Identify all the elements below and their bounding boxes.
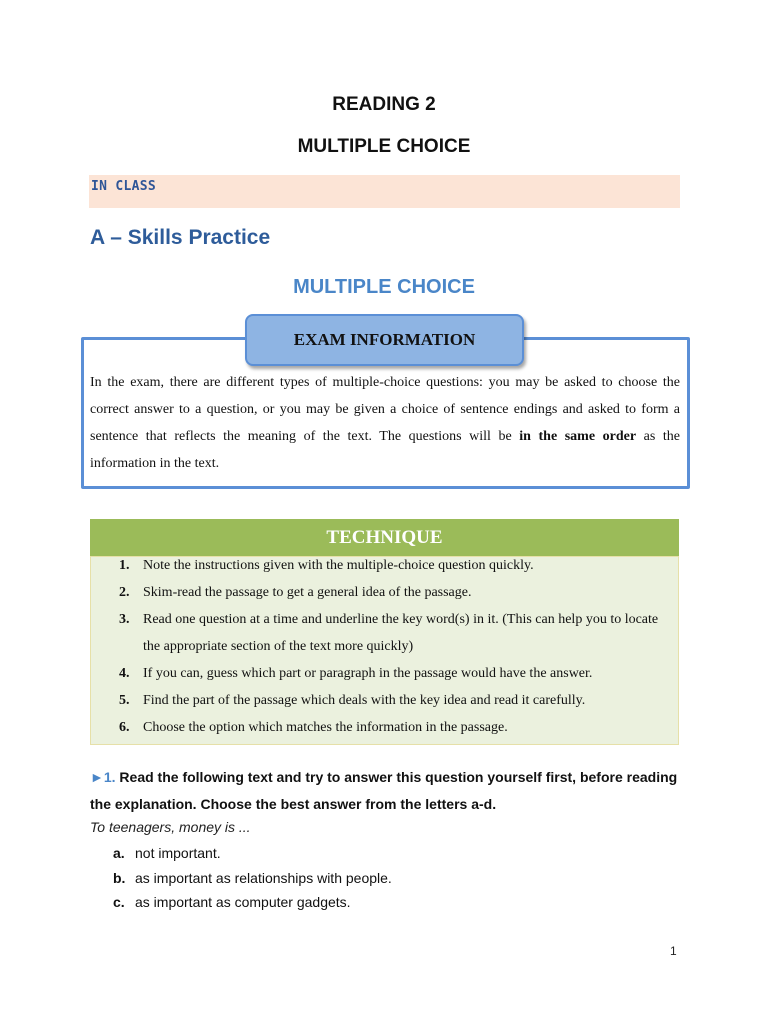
- technique-item-text: Find the part of the passage which deals with the key idea and read it carefully.: [143, 693, 586, 708]
- technique-item-text: Note the instructions given with the multiple-choice question quickly.: [143, 558, 534, 573]
- option-text: as important as computer gadgets.: [135, 894, 351, 910]
- exam-information-tab: EXAM INFORMATION: [245, 314, 524, 366]
- answer-options: [90, 841, 392, 915]
- option-letter: c.: [113, 894, 125, 910]
- technique-item: [90, 606, 679, 660]
- technique-heading: TECHNIQUE: [90, 519, 679, 556]
- technique-item: [90, 579, 679, 606]
- exam-information-text: [90, 369, 680, 477]
- option-text: not important.: [135, 845, 221, 861]
- technique-item-number: 3.: [119, 612, 130, 627]
- technique-item-number: 4.: [119, 666, 130, 681]
- question-marker: ►1.: [90, 769, 116, 785]
- technique-item-number: 6.: [119, 720, 130, 735]
- technique-list: [90, 552, 679, 741]
- question-stem: To teenagers, money is ...: [90, 819, 251, 835]
- exam-text-part1: In the exam, there are different types of multiple-choice questions: you may be asked to choose the correct answer to a question, or you may be given a choice of sentence endings and asked to form a sentence that reflects the meaning of the text. The questions will be: [90, 375, 680, 444]
- answer-option: [90, 841, 392, 866]
- option-letter: a.: [113, 845, 125, 861]
- section-heading: A – Skills Practice: [90, 226, 271, 249]
- in-class-label: IN CLASS: [91, 179, 157, 194]
- answer-option: [90, 890, 392, 915]
- question-instruction-text: Read the following text and try to answer this question yourself first, before reading the explanation. Choose the best answer from the letters a-d.: [90, 769, 678, 812]
- technique-item-number: 1.: [119, 558, 130, 573]
- technique-item: [90, 687, 679, 714]
- option-text: as important as relationships with people.: [135, 869, 392, 886]
- exam-text-bold: in the same order: [519, 429, 637, 444]
- technique-item-text: Skim-read the passage to get a general idea of the passage.: [143, 585, 472, 600]
- technique-item-number: 5.: [119, 693, 130, 708]
- page-title-multiple-choice: MULTIPLE CHOICE: [297, 136, 471, 157]
- technique-item: [90, 552, 679, 579]
- option-letter: b.: [113, 869, 126, 886]
- page-number: 1: [670, 944, 677, 958]
- answer-option: [90, 866, 392, 891]
- in-class-banner: [89, 175, 680, 208]
- exam-text-part2: as the information in the text.: [90, 429, 680, 471]
- technique-item-number: 2.: [119, 585, 130, 600]
- technique-item: [90, 714, 679, 741]
- technique-item-text: If you can, guess which part or paragraph in the passage would have the answer.: [143, 666, 593, 681]
- technique-item-text: Choose the option which matches the information in the passage.: [143, 720, 508, 735]
- technique-item: [90, 660, 679, 687]
- technique-item-text: Read one question at a time and underline the key word(s) in it. (This can help you to locate the appropriate section of the text more quickly): [143, 612, 659, 654]
- page-title-reading: READING 2: [332, 94, 436, 115]
- subsection-heading: MULTIPLE CHOICE: [293, 276, 475, 298]
- question-instruction: [90, 764, 690, 818]
